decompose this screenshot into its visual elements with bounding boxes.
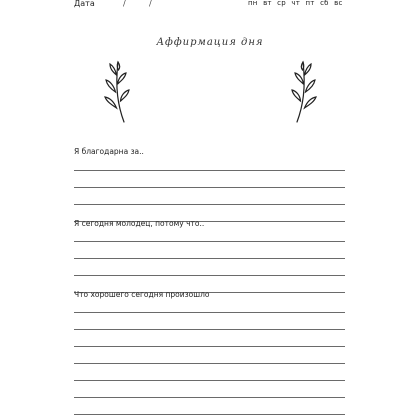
writing-line[interactable] bbox=[74, 258, 345, 259]
weekday-thu[interactable]: чт bbox=[291, 0, 300, 7]
date-separator: / bbox=[149, 0, 152, 8]
writing-line[interactable] bbox=[74, 363, 345, 364]
writing-line[interactable] bbox=[74, 414, 345, 415]
writing-line[interactable] bbox=[74, 380, 345, 381]
date-label: Дата bbox=[74, 0, 95, 8]
olive-branch-icon bbox=[289, 58, 319, 124]
writing-line[interactable] bbox=[74, 397, 345, 398]
weekday-mon[interactable]: пн bbox=[248, 0, 258, 7]
good-things-prompt: Что хорошего сегодня произошло bbox=[74, 290, 210, 299]
weekday-wed[interactable]: ср bbox=[277, 0, 286, 7]
gratitude-prompt: Я благодарна за.. bbox=[74, 147, 144, 156]
writing-line[interactable] bbox=[74, 170, 345, 171]
self-praise-prompt: Я сегодня молодец, потому что.. bbox=[74, 219, 205, 228]
writing-line[interactable] bbox=[74, 187, 345, 188]
writing-line[interactable] bbox=[74, 312, 345, 313]
writing-line[interactable] bbox=[74, 346, 345, 347]
writing-line[interactable] bbox=[74, 275, 345, 276]
weekday-sat[interactable]: сб bbox=[320, 0, 329, 7]
writing-line[interactable] bbox=[74, 241, 345, 242]
date-header bbox=[0, 0, 420, 12]
weekday-selector bbox=[248, 0, 348, 7]
weekday-fri[interactable]: пт bbox=[305, 0, 315, 7]
weekday-tue[interactable]: вт bbox=[263, 0, 272, 7]
writing-line[interactable] bbox=[74, 204, 345, 205]
writing-line[interactable] bbox=[74, 329, 345, 330]
weekday-sun[interactable]: вс bbox=[334, 0, 343, 7]
page-title: Аффирмация дня bbox=[156, 37, 264, 48]
date-separator: / bbox=[123, 0, 126, 8]
olive-branch-icon bbox=[102, 58, 132, 124]
